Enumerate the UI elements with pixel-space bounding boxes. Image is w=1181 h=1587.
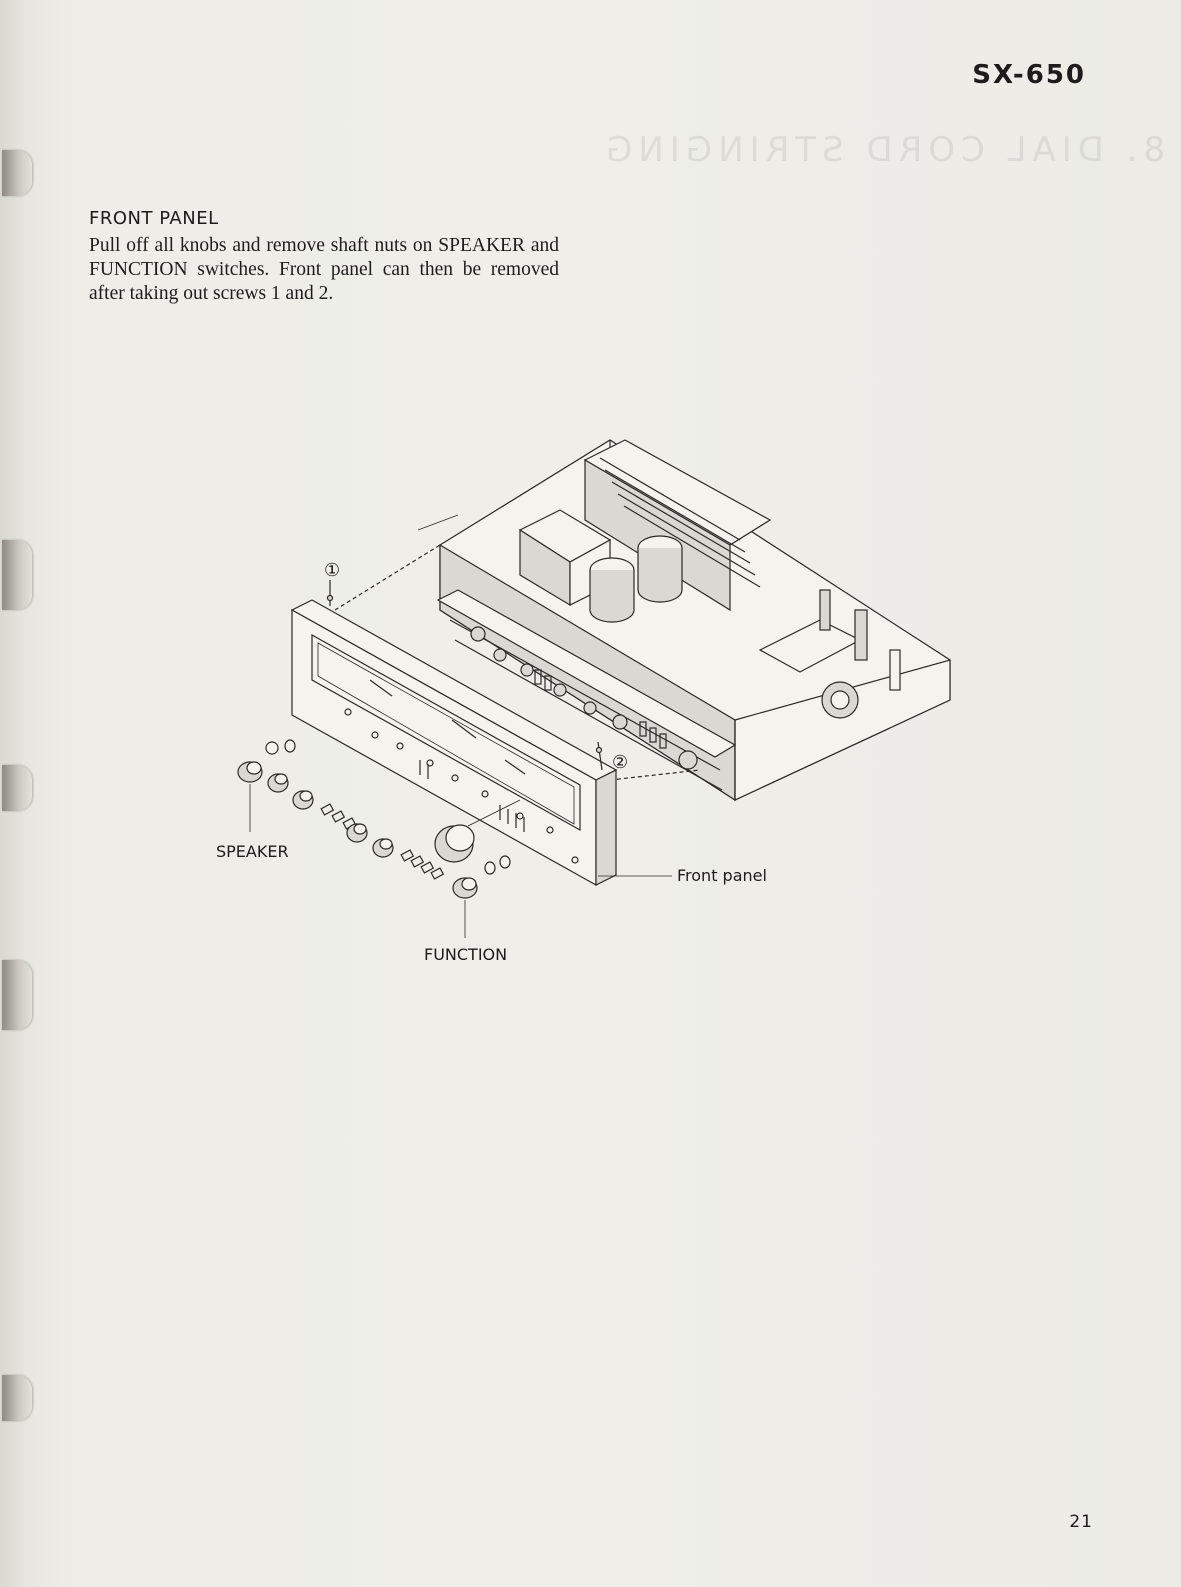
front-panel-label: Front panel bbox=[677, 866, 767, 885]
function-knob-label: FUNCTION bbox=[424, 945, 508, 964]
bleed-through-text: 8. DIAL CORD STRINGING bbox=[600, 130, 1166, 170]
page-number: 21 bbox=[1069, 1512, 1093, 1532]
section-heading: FRONT PANEL bbox=[89, 208, 219, 229]
screw-1-marker: ① bbox=[324, 560, 341, 581]
model-number: SX-650 bbox=[972, 60, 1086, 90]
speaker-knob-label: SPEAKER bbox=[216, 842, 289, 861]
screw-2-marker: ② bbox=[612, 752, 629, 773]
instruction-paragraph: Pull off all knobs and remove shaft nuts on SPEAKER and FUNCTION switches. Front panel can then be removed after taking out screws 1 and 2. bbox=[89, 235, 559, 304]
